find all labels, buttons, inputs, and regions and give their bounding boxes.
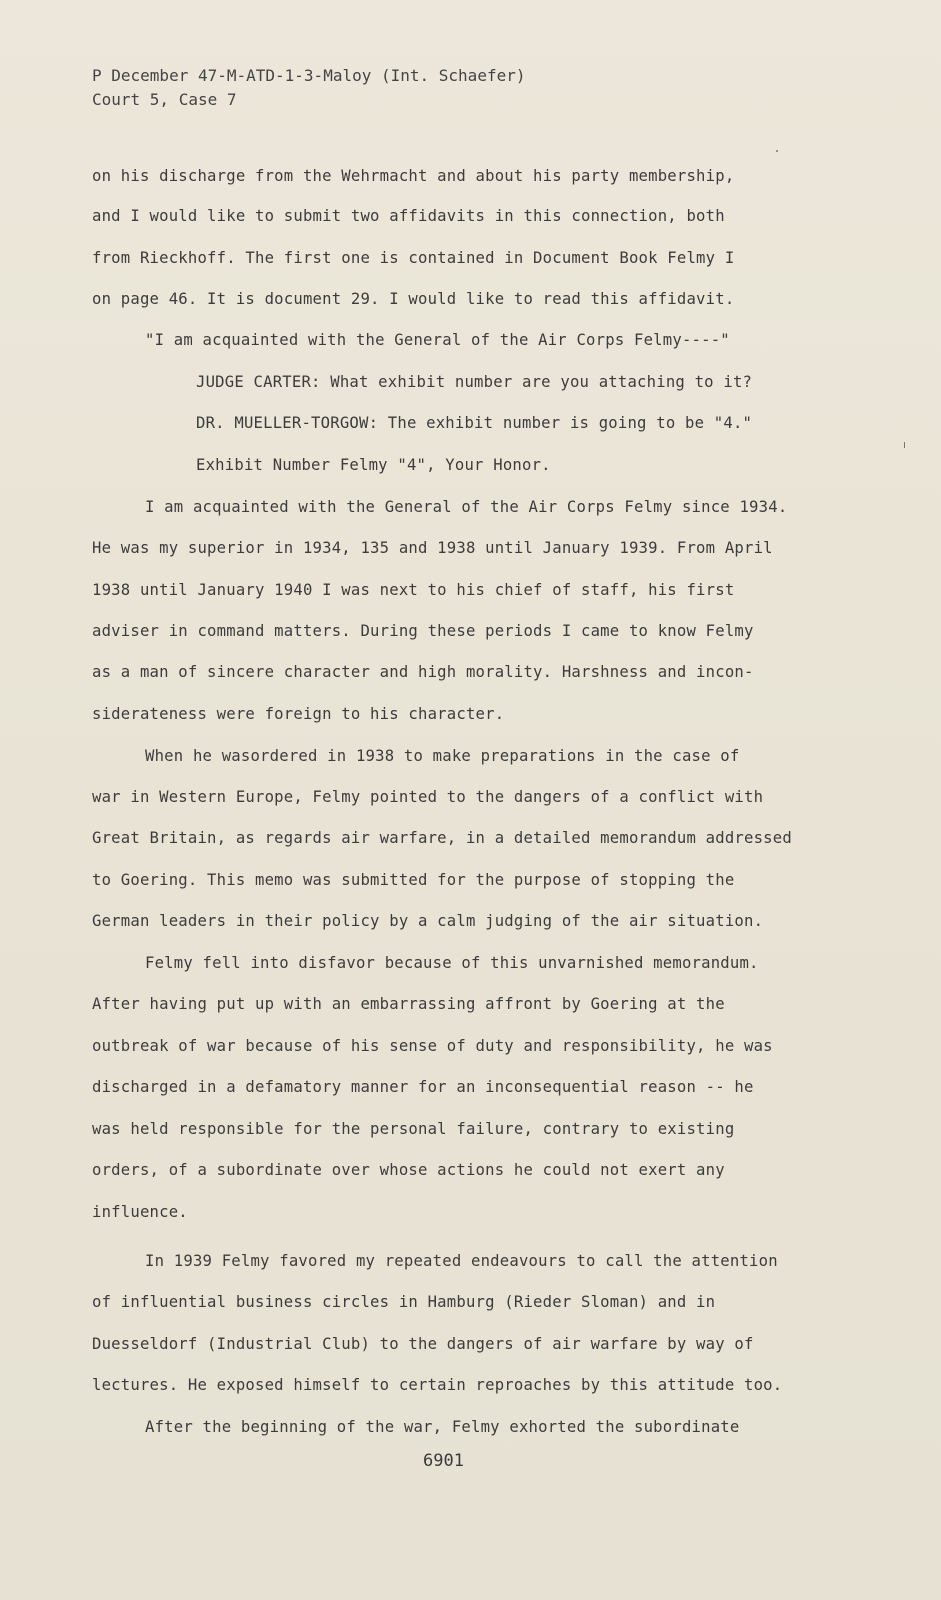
text-line: orders, of a subordinate over whose actions he could not exert any — [92, 1161, 725, 1179]
document-header — [92, 64, 525, 112]
text-line: In 1939 Felmy favored my repeated endeavours to call the attention — [145, 1252, 778, 1270]
text-line: After the beginning of the war, Felmy exhorted the subordinate — [145, 1418, 740, 1436]
text-line: adviser in command matters. During these periods I came to know Felmy — [92, 622, 754, 640]
text-line: war in Western Europe, Felmy pointed to the dangers of a conflict with — [92, 788, 764, 806]
text-line: He was my superior in 1934, 135 and 1938 until January 1939. From April — [92, 539, 773, 557]
text-line: on page 46. It is document 29. I would like to read this affidavit. — [92, 290, 735, 308]
text-line: as a man of sincere character and high morality. Harshness and incon- — [92, 663, 754, 681]
text-line: Great Britain, as regards air warfare, in a detailed memorandum addressed — [92, 829, 792, 847]
text-line: of influential business circles in Hamburg (Rieder Sloman) and in — [92, 1293, 716, 1311]
text-line: When he wasordered in 1938 to make preparations in the case of — [145, 747, 740, 765]
text-line: After having put up with an embarrassing affront by Goering at the — [92, 995, 725, 1013]
text-line: Duesseldorf (Industrial Club) to the dangers of air warfare by way of — [92, 1335, 754, 1353]
paper-speck — [904, 442, 905, 448]
text-line: DR. MUELLER-TORGOW: The exhibit number is going to be "4." — [196, 414, 753, 432]
header-court-line: Court 5, Case 7 — [92, 90, 237, 109]
text-line: discharged in a defamatory manner for an inconsequential reason -- he — [92, 1078, 754, 1096]
text-line: German leaders in their policy by a calm judging of the air situation. — [92, 912, 764, 930]
text-line: I am acquainted with the General of the Air Corps Felmy since 1934. — [145, 498, 788, 516]
text-line: on his discharge from the Wehrmacht and about his party membership, — [92, 167, 735, 185]
text-line: was held responsible for the personal failure, contrary to existing — [92, 1120, 735, 1138]
page-number: 6901 — [423, 1451, 464, 1471]
text-line: "I am acquainted with the General of the Air Corps Felmy----" — [145, 331, 730, 349]
text-line: and I would like to submit two affidavits in this connection, both — [92, 207, 725, 225]
text-line: 1938 until January 1940 I was next to his chief of staff, his first — [92, 581, 735, 599]
text-line: siderateness were foreign to his character. — [92, 705, 505, 723]
text-line: lectures. He exposed himself to certain reproaches by this attitude too. — [92, 1376, 783, 1394]
text-line: Felmy fell into disfavor because of this unvarnished memorandum. — [145, 954, 759, 972]
text-line: JUDGE CARTER: What exhibit number are you attaching to it? — [196, 373, 753, 391]
header-reference-line: P December 47-M-ATD-1-3-Maloy (Int. Schaefer) — [92, 66, 526, 85]
text-line: influence. — [92, 1203, 188, 1221]
text-line: outbreak of war because of his sense of duty and responsibility, he was — [92, 1037, 773, 1055]
text-line: from Rieckhoff. The first one is contained in Document Book Felmy I — [92, 249, 735, 267]
paper-speck — [776, 150, 778, 152]
text-line: Exhibit Number Felmy "4", Your Honor. — [196, 456, 551, 474]
text-line: to Goering. This memo was submitted for the purpose of stopping the — [92, 871, 735, 889]
